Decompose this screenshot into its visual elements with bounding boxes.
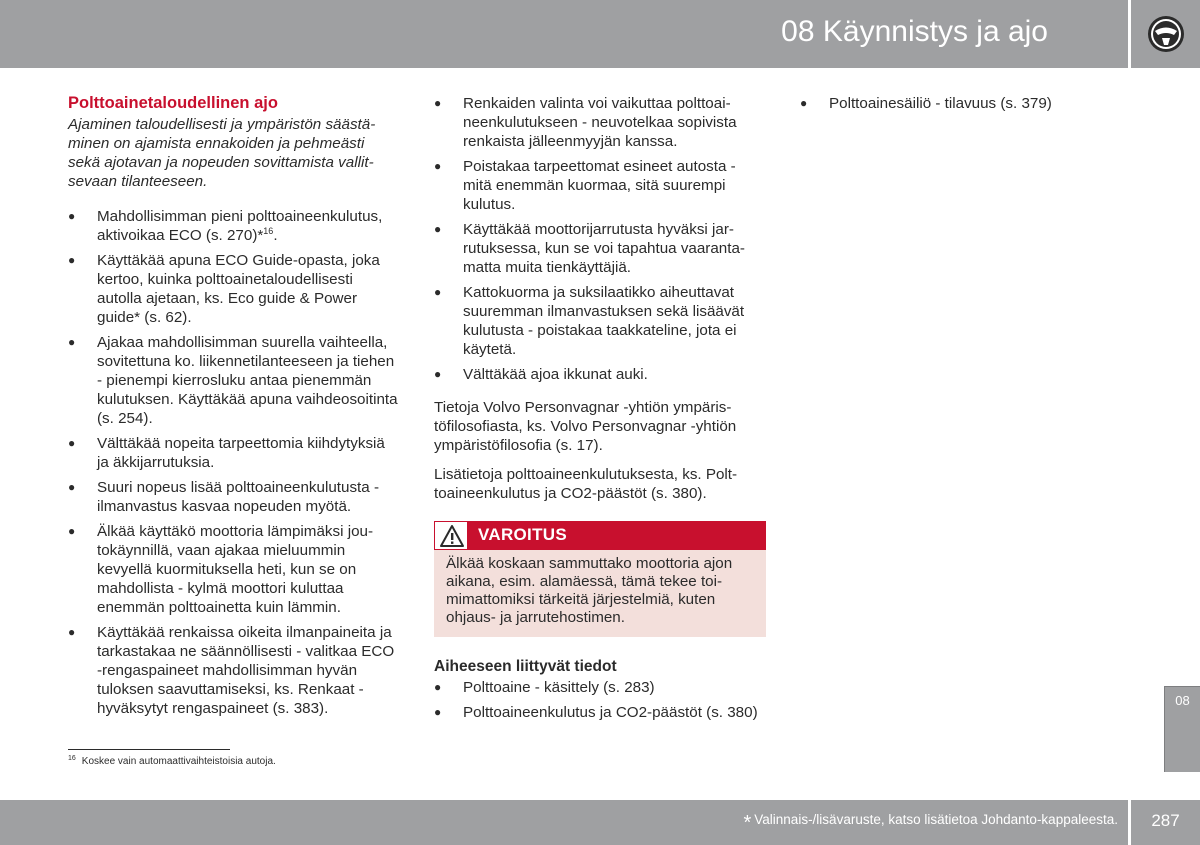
footnote-divider [68, 749, 230, 750]
warning-box [434, 521, 766, 637]
column-3 [800, 94, 1110, 119]
intro-paragraph: Ajaminen taloudellisesti ja ympäristön säästäminen on ajamista ennakoiden ja pehmeästi sekä ajotavan ja nopeuden sovittamista vallitsevaan tilanteeseen. [68, 116, 376, 190]
footnote [68, 756, 276, 767]
paragraph: Tietoja Volvo Personvagnar -yhtiön ympäristöfilosofiasta, ks. Volvo Personvagnar -yhtiön ympäristöfilosofia (s. 17). [434, 399, 737, 454]
footer-note [743, 812, 1118, 835]
list-item: ● Suuri nopeus lisää polttoaineenkulutusta - ilmanvastus kasvaa nopeuden myötä. [68, 478, 398, 516]
warning-triangle-icon [439, 524, 465, 548]
list-item: ● Kattokuorma ja suksilaatikko aiheuttavat suuremman ilmanvastuksen sekä lisäävät kulutusta - poistakaa taakkateline, jota ei käytetä. [434, 283, 766, 359]
warning-icon-wrap [434, 521, 468, 550]
list-item: ● Välttäkää nopeita tarpeettomia kiihdytyksiä ja äkkijarrutuksia. [68, 434, 398, 472]
list-item: ● Käyttäkää moottorijarrutusta hyväksi jarrutuksessa, kun se voi tapahtua vaarantamatta muita tienkäyttäjiä. [434, 220, 766, 277]
bullet-list [800, 94, 1110, 113]
footer-bar [0, 800, 1128, 845]
chapter-tab[interactable] [1164, 686, 1200, 772]
list-item: ● Polttoainesäiliö - tilavuus (s. 379) [800, 94, 1110, 113]
section-heading: Polttoainetaloudellinen ajo [68, 94, 278, 112]
list-item: ● Älkää käyttäkö moottoria lämpimäksi joutokäynnillä, vaan ajakaa mieluummin kevyellä kuormituksella heti, kun se on mahdollista - kylmä moottori kuluttaa enemmän polttoainetta kuin lämmin. [68, 522, 398, 617]
steering-wheel-icon [1146, 14, 1186, 54]
chapter-tab-label: 08 [1175, 693, 1190, 708]
warning-body: Älkää koskaan sammuttako moottoria ajon aikana, esim. alamäessä, tämä tekee toimimattomiksi tärkeitä järjestelmiä, kuten ohjaus- ja jarrutehostimen. [446, 555, 733, 626]
list-item: ● Ajakaa mahdollisimman suurella vaihteella, sovitettuna ko. liikennetilanteeseen ja tiehen - pienempi kierrosluku antaa pienemmän kulutuksen. Käyttäkää apuna vaihdeosoitinta (s. 254). [68, 333, 398, 428]
list-item: ● Välttäkää ajoa ikkunat auki. [434, 365, 766, 384]
related-list [434, 678, 766, 722]
page-number-box [1131, 800, 1200, 845]
bullet-list [68, 207, 398, 718]
chapter-title: 08 Käynnistys ja ajo [781, 15, 1048, 48]
list-item: ● Mahdollisimman pieni polttoaineenkulutus, aktivoikaa ECO (s. 270)*$^{16}$. [68, 207, 398, 245]
footnote-text: Koskee vain automaattivaihteistoisia autoja. [81, 756, 276, 767]
bullet-list [434, 94, 766, 384]
related-link[interactable]: ● Polttoaineenkulutus ja CO2-päästöt (s. 380) [434, 703, 766, 722]
related-heading: Aiheeseen liittyvät tiedot [434, 658, 617, 675]
list-item: ● Käyttäkää apuna ECO Guide-opasta, joka kertoo, kuinka polttoainetaloudellisesti autolla ajetaan, ks. Eco guide & Power guide* (s. 62). [68, 251, 398, 327]
header-bar [0, 0, 1128, 68]
page-number: 287 [1151, 811, 1180, 830]
column-2 [434, 94, 766, 728]
footer-note-text: Valinnais-/lisävaruste, katso lisätietoa Johdanto-kappaleesta. [754, 812, 1118, 827]
list-item: ● Käyttäkää renkaissa oikeita ilmanpaineita ja tarkastakaa ne säännöllisesti - valitkaa ECO -rengaspaineet mahdollisimman hyvän tuloksen saavuttamiseksi, ks. Renkaat - hyväksytyt rengaspaineet (s. 383). [68, 623, 398, 718]
list-item: ● Renkaiden valinta voi vaikuttaa polttoaineenkulutukseen - neuvotelkaa sopivista renkaista jälleenmyyjän kanssa. [434, 94, 766, 151]
footnote-ref[interactable]: 16 [263, 225, 274, 236]
column-1 [68, 94, 398, 724]
footnote-number: 16 [68, 754, 76, 762]
header-icon-box [1131, 0, 1200, 68]
list-item: ● Poistakaa tarpeettomat esineet autosta - mitä enemmän kuormaa, sitä suurempi kulutus. [434, 157, 766, 214]
related-link[interactable]: ● Polttoaine - käsittely (s. 283) [434, 678, 766, 697]
warning-title-bar [434, 521, 766, 550]
asterisk-marker: * [743, 812, 752, 834]
paragraph: Lisätietoja polttoaineenkulutuksesta, ks. Polttoaineenkulutus ja CO2-päästöt (s. 380). [434, 466, 738, 502]
warning-title: VAROITUS [478, 525, 567, 544]
